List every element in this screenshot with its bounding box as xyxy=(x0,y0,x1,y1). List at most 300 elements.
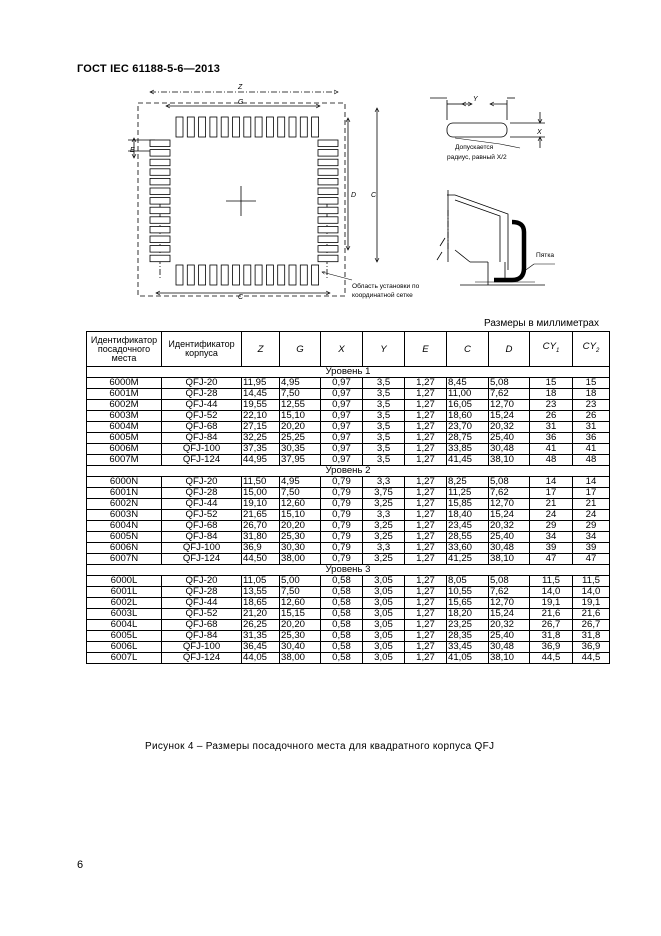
table-cell: QFJ-100 xyxy=(162,444,242,455)
table-cell: 19,1 xyxy=(530,598,573,609)
table-cell: 0,97 xyxy=(321,444,363,455)
land-pad-left xyxy=(150,198,170,205)
table-cell: 1,27 xyxy=(405,620,447,631)
table-cell: 1,27 xyxy=(405,488,447,499)
table-cell: 29 xyxy=(573,521,610,532)
table-cell: 7,62 xyxy=(489,389,530,400)
table-cell: 31,8 xyxy=(530,631,573,642)
table-cell: QFJ-28 xyxy=(162,488,242,499)
table-cell: 15,85 xyxy=(447,499,489,510)
table-cell: 23 xyxy=(530,400,573,411)
table-cell: 0,97 xyxy=(321,411,363,422)
level-row xyxy=(87,565,610,576)
table-cell: 0,58 xyxy=(321,631,363,642)
land-pad-right xyxy=(318,236,338,243)
table-cell: 14 xyxy=(573,477,610,488)
table-cell: 32,25 xyxy=(242,433,280,444)
table-cell: 38,00 xyxy=(280,554,321,565)
table-cell: 6006M xyxy=(87,444,162,455)
table-row xyxy=(87,532,610,543)
header-land-id: Идентификатор посадочного места xyxy=(87,332,162,367)
table-cell: QFJ-68 xyxy=(162,521,242,532)
pad-detail xyxy=(430,98,545,148)
table-cell: 25,40 xyxy=(489,433,530,444)
table-cell: QFJ-100 xyxy=(162,642,242,653)
table-cell: 24 xyxy=(530,510,573,521)
radius-note-line2: радиус, равный X/2 xyxy=(447,154,507,161)
table-cell: 3,05 xyxy=(363,631,405,642)
table-cell: 6004M xyxy=(87,422,162,433)
table-cell: 1,27 xyxy=(405,477,447,488)
table-cell: 21 xyxy=(530,499,573,510)
header-z: Z xyxy=(242,332,280,367)
land-pad-right xyxy=(318,188,338,195)
table-cell: 31 xyxy=(530,422,573,433)
table-cell: 1,27 xyxy=(405,378,447,389)
table-cell: 25,40 xyxy=(489,631,530,642)
land-pad-right xyxy=(318,246,338,253)
table-cell: 31,80 xyxy=(242,532,280,543)
table-row xyxy=(87,488,610,499)
table-cell: 33,60 xyxy=(447,543,489,554)
table-cell: 0,79 xyxy=(321,521,363,532)
table-cell: 6006L xyxy=(87,642,162,653)
land-pad-left xyxy=(150,226,170,233)
table-cell: 0,79 xyxy=(321,532,363,543)
table-cell: 41,25 xyxy=(447,554,489,565)
table-cell: 0,79 xyxy=(321,543,363,554)
table-cell: 0,79 xyxy=(321,499,363,510)
table-cell: 19,10 xyxy=(242,499,280,510)
table-cell: 1,27 xyxy=(405,510,447,521)
table-cell: 3,5 xyxy=(363,433,405,444)
table-row xyxy=(87,510,610,521)
table-cell: 0,79 xyxy=(321,510,363,521)
table-cell: 1,27 xyxy=(405,631,447,642)
table-cell: 12,70 xyxy=(489,499,530,510)
table-cell: 31,8 xyxy=(573,631,610,642)
table-cell: 20,32 xyxy=(489,422,530,433)
table-cell: 38,00 xyxy=(280,653,321,664)
table-cell: 36,9 xyxy=(242,543,280,554)
table-cell: 3,05 xyxy=(363,609,405,620)
table-cell: 23,70 xyxy=(447,422,489,433)
table-cell: 0,97 xyxy=(321,378,363,389)
table-cell: 15,10 xyxy=(280,510,321,521)
table-cell: 14 xyxy=(530,477,573,488)
table-cell: QFJ-124 xyxy=(162,554,242,565)
header-c: C xyxy=(447,332,489,367)
label-z: Z xyxy=(238,84,243,91)
land-pad-left xyxy=(150,255,170,262)
table-cell: 4,95 xyxy=(280,378,321,389)
table-cell: 18 xyxy=(573,389,610,400)
table-cell: 0,79 xyxy=(321,554,363,565)
table-cell: 21,6 xyxy=(573,609,610,620)
land-pad-right xyxy=(318,226,338,233)
table-cell: 0,79 xyxy=(321,488,363,499)
land-pad-left xyxy=(150,150,170,157)
table-cell: 3,5 xyxy=(363,411,405,422)
table-cell: 15,00 xyxy=(242,488,280,499)
table-cell: 13,55 xyxy=(242,587,280,598)
table-cell: 30,48 xyxy=(489,642,530,653)
table-cell: 41 xyxy=(530,444,573,455)
table-cell: 21 xyxy=(573,499,610,510)
table-cell: 1,27 xyxy=(405,433,447,444)
table-cell: 0,79 xyxy=(321,477,363,488)
table-cell: 6005N xyxy=(87,532,162,543)
land-pad-top xyxy=(289,117,296,137)
table-cell: 3,25 xyxy=(363,554,405,565)
table-cell: 12,55 xyxy=(280,400,321,411)
land-pad-top xyxy=(312,117,319,137)
table-row xyxy=(87,609,610,620)
land-pad-bottom xyxy=(255,265,262,285)
table-cell: 47 xyxy=(573,554,610,565)
table-cell: 20,20 xyxy=(280,620,321,631)
table-cell: 6003M xyxy=(87,411,162,422)
table-cell: 21,65 xyxy=(242,510,280,521)
land-pad-top xyxy=(233,117,240,137)
table-row xyxy=(87,653,610,664)
area-note-line2: координатной сетке xyxy=(352,292,413,299)
table-cell: 44,5 xyxy=(530,653,573,664)
header-y: Y xyxy=(363,332,405,367)
table-cell: 27,15 xyxy=(242,422,280,433)
table-cell: 6007M xyxy=(87,455,162,466)
table-cell: 0,58 xyxy=(321,653,363,664)
table-cell: 3,25 xyxy=(363,499,405,510)
land-pad-right xyxy=(318,159,338,166)
table-cell: 15,65 xyxy=(447,598,489,609)
table-cell: 1,27 xyxy=(405,587,447,598)
land-pad-right xyxy=(318,198,338,205)
table-cell: 6003L xyxy=(87,609,162,620)
table-cell: 24 xyxy=(573,510,610,521)
table-cell: 6002N xyxy=(87,499,162,510)
header-cy1: $CY_1$ xyxy=(530,332,573,367)
table-cell: 11,95 xyxy=(242,378,280,389)
table-header-row xyxy=(87,332,610,367)
table-cell: 5,08 xyxy=(489,576,530,587)
table-cell: QFJ-44 xyxy=(162,598,242,609)
table-cell: 14,45 xyxy=(242,389,280,400)
table-cell: 3,3 xyxy=(363,543,405,554)
table-cell: 15 xyxy=(573,378,610,389)
table-cell: 41,45 xyxy=(447,455,489,466)
table-cell: 1,27 xyxy=(405,422,447,433)
table-cell: 14,0 xyxy=(573,587,610,598)
table-cell: 1,27 xyxy=(405,499,447,510)
table-cell: 1,27 xyxy=(405,400,447,411)
table-cell: 30,48 xyxy=(489,543,530,554)
table-cell: 0,97 xyxy=(321,400,363,411)
table-cell: 44,5 xyxy=(573,653,610,664)
label-c-right: C xyxy=(371,192,377,199)
table-cell: 3,05 xyxy=(363,653,405,664)
table-cell: 39 xyxy=(530,543,573,554)
table-cell: 1,27 xyxy=(405,532,447,543)
level-row xyxy=(87,466,610,477)
table-cell: QFJ-52 xyxy=(162,609,242,620)
table-row xyxy=(87,411,610,422)
table-cell: 6004L xyxy=(87,620,162,631)
land-pad-top xyxy=(210,117,217,137)
table-cell: 0,58 xyxy=(321,642,363,653)
table-cell: 6001L xyxy=(87,587,162,598)
table-cell: 31 xyxy=(573,422,610,433)
table-cell: 41 xyxy=(573,444,610,455)
table-cell: QFJ-28 xyxy=(162,389,242,400)
table-cell: 7,62 xyxy=(489,488,530,499)
table-cell: 39 xyxy=(573,543,610,554)
land-pad-right xyxy=(318,169,338,176)
table-cell: QFJ-20 xyxy=(162,477,242,488)
level-row xyxy=(87,367,610,378)
table-cell: 11,05 xyxy=(242,576,280,587)
label-e: E xyxy=(130,147,135,154)
table-cell: 28,35 xyxy=(447,631,489,642)
land-pad-bottom xyxy=(244,265,251,285)
table-cell: 30,35 xyxy=(280,444,321,455)
table-cell: 6000L xyxy=(87,576,162,587)
table-cell: 0,58 xyxy=(321,620,363,631)
table-row xyxy=(87,587,610,598)
table-cell: 3,25 xyxy=(363,532,405,543)
table-cell: 17 xyxy=(530,488,573,499)
land-pad-top xyxy=(300,117,307,137)
table-cell: QFJ-84 xyxy=(162,631,242,642)
table-cell: 1,27 xyxy=(405,455,447,466)
table-cell: 36,9 xyxy=(573,642,610,653)
table-cell: 0,97 xyxy=(321,389,363,400)
table-cell: 3,05 xyxy=(363,576,405,587)
header-d: D xyxy=(489,332,530,367)
land-pad-bottom xyxy=(199,265,206,285)
table-cell: 11,5 xyxy=(530,576,573,587)
table-cell: QFJ-124 xyxy=(162,455,242,466)
table-row xyxy=(87,378,610,389)
table-cell: 15 xyxy=(530,378,573,389)
land-pad-left xyxy=(150,236,170,243)
label-x: X xyxy=(537,129,542,136)
table-cell: 19,1 xyxy=(573,598,610,609)
table-cell: 15,24 xyxy=(489,510,530,521)
table-cell: 6003N xyxy=(87,510,162,521)
land-pad-right xyxy=(318,207,338,214)
table-cell: 41,05 xyxy=(447,653,489,664)
table-cell: 8,05 xyxy=(447,576,489,587)
table-cell: 20,32 xyxy=(489,620,530,631)
table-cell: 36 xyxy=(530,433,573,444)
table-cell: 23 xyxy=(573,400,610,411)
table-cell: 18,40 xyxy=(447,510,489,521)
table-cell: 1,27 xyxy=(405,642,447,653)
table-row xyxy=(87,444,610,455)
table-cell: 38,10 xyxy=(489,455,530,466)
table-cell: 33,85 xyxy=(447,444,489,455)
table-cell: 26,7 xyxy=(573,620,610,631)
table-cell: 1,27 xyxy=(405,389,447,400)
land-pad-right xyxy=(318,217,338,224)
table-cell: QFJ-68 xyxy=(162,620,242,631)
table-cell: 3,5 xyxy=(363,389,405,400)
table-cell: 25,25 xyxy=(280,433,321,444)
land-pad-bottom xyxy=(300,265,307,285)
table-cell: 0,58 xyxy=(321,598,363,609)
footprint-drawing xyxy=(0,0,661,320)
table-cell: 6002M xyxy=(87,400,162,411)
header-cy2: $CY_2$ xyxy=(573,332,610,367)
j-lead-side-view xyxy=(437,190,555,285)
level-label: Уровень 3 xyxy=(87,565,610,576)
land-pad-bottom xyxy=(278,265,285,285)
table-cell: 44,95 xyxy=(242,455,280,466)
table-cell: 3,05 xyxy=(363,598,405,609)
table-cell: 25,30 xyxy=(280,631,321,642)
table-cell: 12,60 xyxy=(280,499,321,510)
table-cell: 6006N xyxy=(87,543,162,554)
table-cell: 19,55 xyxy=(242,400,280,411)
table-cell: 6005L xyxy=(87,631,162,642)
land-pad-top xyxy=(266,117,273,137)
table-cell: QFJ-100 xyxy=(162,543,242,554)
table-cell: 47 xyxy=(530,554,573,565)
table-cell: 36,45 xyxy=(242,642,280,653)
level-label: Уровень 2 xyxy=(87,466,610,477)
table-cell: QFJ-20 xyxy=(162,576,242,587)
table-cell: 12,70 xyxy=(489,400,530,411)
table-cell: 28,75 xyxy=(447,433,489,444)
table-cell: 44,50 xyxy=(242,554,280,565)
table-cell: 1,27 xyxy=(405,598,447,609)
table-cell: 23,45 xyxy=(447,521,489,532)
table-cell: 14,0 xyxy=(530,587,573,598)
land-pad-left xyxy=(150,217,170,224)
label-y: Y xyxy=(473,96,478,103)
land-pad-left xyxy=(150,140,170,147)
table-cell: 6001M xyxy=(87,389,162,400)
table-cell: 1,27 xyxy=(405,554,447,565)
table-row xyxy=(87,642,610,653)
page-number: 6 xyxy=(77,859,84,871)
table-cell: 3,05 xyxy=(363,620,405,631)
table-cell: 3,5 xyxy=(363,455,405,466)
table-cell: 6007L xyxy=(87,653,162,664)
table-cell: QFJ-20 xyxy=(162,378,242,389)
land-pad-bottom xyxy=(233,265,240,285)
table-cell: 1,27 xyxy=(405,411,447,422)
table-cell: 5,08 xyxy=(489,477,530,488)
table-cell: 6000M xyxy=(87,378,162,389)
land-pad-bottom xyxy=(289,265,296,285)
table-cell: 25,30 xyxy=(280,532,321,543)
table-cell: 1,27 xyxy=(405,543,447,554)
table-cell: 23,25 xyxy=(447,620,489,631)
table-cell: 12,60 xyxy=(280,598,321,609)
table-cell: 11,50 xyxy=(242,477,280,488)
table-cell: 7,62 xyxy=(489,587,530,598)
table-cell: QFJ-84 xyxy=(162,532,242,543)
table-cell: QFJ-52 xyxy=(162,411,242,422)
land-pad-top xyxy=(199,117,206,137)
table-cell: 26 xyxy=(573,411,610,422)
table-cell: 26,70 xyxy=(242,521,280,532)
table-cell: 7,50 xyxy=(280,587,321,598)
table-cell: 18 xyxy=(530,389,573,400)
table-row xyxy=(87,477,610,488)
table-cell: 38,10 xyxy=(489,554,530,565)
table-cell: QFJ-44 xyxy=(162,499,242,510)
table-cell: 1,27 xyxy=(405,444,447,455)
table-cell: QFJ-28 xyxy=(162,587,242,598)
table-cell: 8,25 xyxy=(447,477,489,488)
table-cell: 3,5 xyxy=(363,378,405,389)
land-pad-bottom xyxy=(176,265,183,285)
table-cell: 31,35 xyxy=(242,631,280,642)
table-cell: 20,20 xyxy=(280,521,321,532)
table-cell: 3,05 xyxy=(363,587,405,598)
table-cell: 17 xyxy=(573,488,610,499)
land-pad-top xyxy=(278,117,285,137)
table-cell: 37,95 xyxy=(280,455,321,466)
table-row xyxy=(87,521,610,532)
table-cell: 44,05 xyxy=(242,653,280,664)
table-cell: 36 xyxy=(573,433,610,444)
table-cell: 37,35 xyxy=(242,444,280,455)
table-cell: 3,5 xyxy=(363,400,405,411)
land-pad-top xyxy=(187,117,194,137)
table-row xyxy=(87,422,610,433)
land-pad-right xyxy=(318,255,338,262)
dimensions-table xyxy=(86,331,610,664)
table-cell: 30,30 xyxy=(280,543,321,554)
table-cell: 3,05 xyxy=(363,642,405,653)
land-pad-bottom xyxy=(312,265,319,285)
table-row xyxy=(87,400,610,411)
land-pad-top xyxy=(176,117,183,137)
table-cell: 1,27 xyxy=(405,609,447,620)
land-pad-right xyxy=(318,150,338,157)
table-row xyxy=(87,433,610,444)
table-cell: 3,75 xyxy=(363,488,405,499)
table-row xyxy=(87,554,610,565)
table-row xyxy=(87,543,610,554)
table-cell: 34 xyxy=(530,532,573,543)
land-pad-left xyxy=(150,207,170,214)
land-pad-top xyxy=(244,117,251,137)
table-cell: 6004N xyxy=(87,521,162,532)
radius-note-line1: Допускается xyxy=(455,144,494,151)
table-cell: 3,5 xyxy=(363,444,405,455)
table-cell: 10,55 xyxy=(447,587,489,598)
table-cell: 18,20 xyxy=(447,609,489,620)
table-row xyxy=(87,598,610,609)
table-cell: 11,5 xyxy=(573,576,610,587)
table-cell: 34 xyxy=(573,532,610,543)
table-cell: 26 xyxy=(530,411,573,422)
land-pad-right xyxy=(318,178,338,185)
table-cell: 25,40 xyxy=(489,532,530,543)
table-cell: QFJ-52 xyxy=(162,510,242,521)
table-cell: 4,95 xyxy=(280,477,321,488)
table-cell: 7,50 xyxy=(280,389,321,400)
table-cell: 0,97 xyxy=(321,455,363,466)
table-cell: 0,58 xyxy=(321,609,363,620)
land-pad-top xyxy=(255,117,262,137)
table-cell: 36,9 xyxy=(530,642,573,653)
